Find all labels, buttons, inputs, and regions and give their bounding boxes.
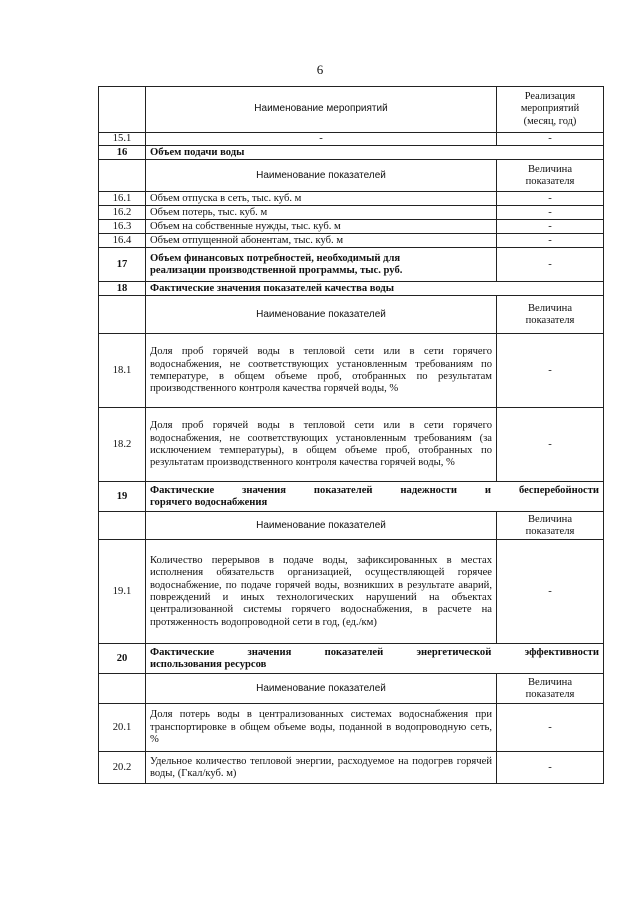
row-number: 18.1 [99, 334, 146, 408]
row-name: Удельное количество тепловой энергии, расходуемое на подогрев горячей воды, (Гкал/куб. м) [146, 752, 497, 784]
section-title: Фактические значения показателей качества воды [146, 282, 604, 296]
section-number: 19 [99, 482, 146, 512]
indicator-header-num [99, 512, 146, 540]
table-header-row [99, 87, 604, 133]
row-title-line2: реализации производственной программы, тыс. руб. [150, 264, 403, 276]
row-value: - [497, 192, 604, 206]
section-number: 18 [99, 282, 146, 296]
row-value: - [497, 334, 604, 408]
row-name: Доля проб горячей воды в тепловой сети или в сети горячего водоснабжения, не соответствующих установленным требованиям (за исключением температуры), в общем объеме проб, отобранных по результатам производственного контроля качества горячей воды, % [146, 408, 497, 482]
section-title-line1: Фактические значения показателей надежности и бесперебойности [150, 484, 599, 496]
indicator-header-value-line2: показателя [525, 525, 575, 537]
indicator-header-value [497, 296, 604, 334]
row-value: - [497, 752, 604, 784]
row-value: - [497, 540, 604, 644]
section-row-18 [99, 282, 604, 296]
row-name: - [146, 133, 497, 146]
indicator-header-value-line1: Величина [527, 302, 573, 314]
row-value: - [497, 248, 604, 282]
row-number: 19.1 [99, 540, 146, 644]
row-number: 16.3 [99, 220, 146, 234]
row-value: - [497, 133, 604, 146]
row-title [146, 248, 497, 282]
row-number: 20.2 [99, 752, 146, 784]
section-row-16 [99, 146, 604, 160]
row-number: 16.2 [99, 206, 146, 220]
row-number: 16.4 [99, 234, 146, 248]
row-name: Объем на собственные нужды, тыс. куб. м [146, 220, 497, 234]
indicator-header-num [99, 674, 146, 704]
indicator-header-value-line1: Величина [527, 163, 573, 175]
row-value: - [497, 408, 604, 482]
indicator-header-num [99, 160, 146, 192]
table-row-16-2 [99, 206, 604, 220]
row-value: - [497, 220, 604, 234]
row-name: Объем отпущенной абонентам, тыс. куб. м [146, 234, 497, 248]
section-number: 16 [99, 146, 146, 160]
section-title-line2: горячего водоснабжения [150, 496, 268, 508]
row-number: 15.1 [99, 133, 146, 146]
header-impl-line3: (месяц, год) [523, 115, 577, 127]
header-name-cell: Наименование мероприятий [146, 87, 497, 133]
program-table [98, 86, 604, 784]
row-name: Доля проб горячей воды в тепловой сети или в сети горячего водоснабжения, не соответствующих установленным требованиям по температуре, в общем объеме проб, отобранных по результатам производственного контроля качества горячей воды, % [146, 334, 497, 408]
row-name: Объем потерь, тыс. куб. м [146, 206, 497, 220]
table-row-16-1 [99, 192, 604, 206]
section-title [146, 482, 604, 512]
indicator-header-value [497, 160, 604, 192]
indicator-header-row [99, 674, 604, 704]
row-value: - [497, 206, 604, 220]
header-impl-cell [497, 87, 604, 133]
indicator-header-name: Наименование показателей [146, 512, 497, 540]
indicator-header-num [99, 296, 146, 334]
indicator-header-value [497, 512, 604, 540]
indicator-header-name: Наименование показателей [146, 674, 497, 704]
header-impl-line1: Реализация [524, 90, 576, 102]
indicator-header-row [99, 296, 604, 334]
row-value: - [497, 704, 604, 752]
row-value: - [497, 234, 604, 248]
header-num-cell [99, 87, 146, 133]
indicator-header-value-line1: Величина [527, 513, 573, 525]
indicator-header-value-line2: показателя [525, 175, 575, 187]
indicator-header-value-line2: показателя [525, 314, 575, 326]
table-row-19-1 [99, 540, 604, 644]
indicator-header-row [99, 512, 604, 540]
indicator-header-value-line1: Величина [527, 676, 573, 688]
row-name: Количество перерывов в подаче воды, зафиксированных в местах исполнения обязательств организацией, осуществляющей горячее водоснабжение, по подаче горячей воды, возникших в результате аварий, повреждений и иных технологических нарушений на объектах централизованной системы горячего водоснабжения, в расчете на протяженность водопроводной сети в год, (ед./км) [146, 540, 497, 644]
indicator-header-name: Наименование показателей [146, 160, 497, 192]
table-row-16-3 [99, 220, 604, 234]
row-number: 20.1 [99, 704, 146, 752]
indicator-header-value [497, 674, 604, 704]
row-name: Объем отпуска в сеть, тыс. куб. м [146, 192, 497, 206]
section-title: Объем подачи воды [146, 146, 604, 160]
row-number: 17 [99, 248, 146, 282]
table-row-16-4 [99, 234, 604, 248]
table-row-18-2 [99, 408, 604, 482]
table-row-20-2 [99, 752, 604, 784]
table-row-18-1 [99, 334, 604, 408]
indicator-header-value-line2: показателя [525, 688, 575, 700]
page-number: 6 [316, 62, 324, 77]
row-name: Доля потерь воды в централизованных системах водоснабжения при транспортировке в общем объеме воды, поданной в водопроводную сеть, % [146, 704, 497, 752]
section-title-line1: Фактические значения показателей энергетической эффективности [150, 646, 599, 658]
section-title [146, 644, 604, 674]
table-row-17 [99, 248, 604, 282]
section-row-20 [99, 644, 604, 674]
indicator-header-name: Наименование показателей [146, 296, 497, 334]
table-row-15-1 [99, 133, 604, 146]
section-title-line2: использования ресурсов [150, 658, 267, 670]
row-number: 18.2 [99, 408, 146, 482]
indicator-header-row [99, 160, 604, 192]
row-number: 16.1 [99, 192, 146, 206]
section-number: 20 [99, 644, 146, 674]
table-row-20-1 [99, 704, 604, 752]
header-impl-line2: мероприятий [520, 103, 580, 115]
section-row-19 [99, 482, 604, 512]
row-title-line1: Объем финансовых потребностей, необходимый для [150, 252, 401, 264]
